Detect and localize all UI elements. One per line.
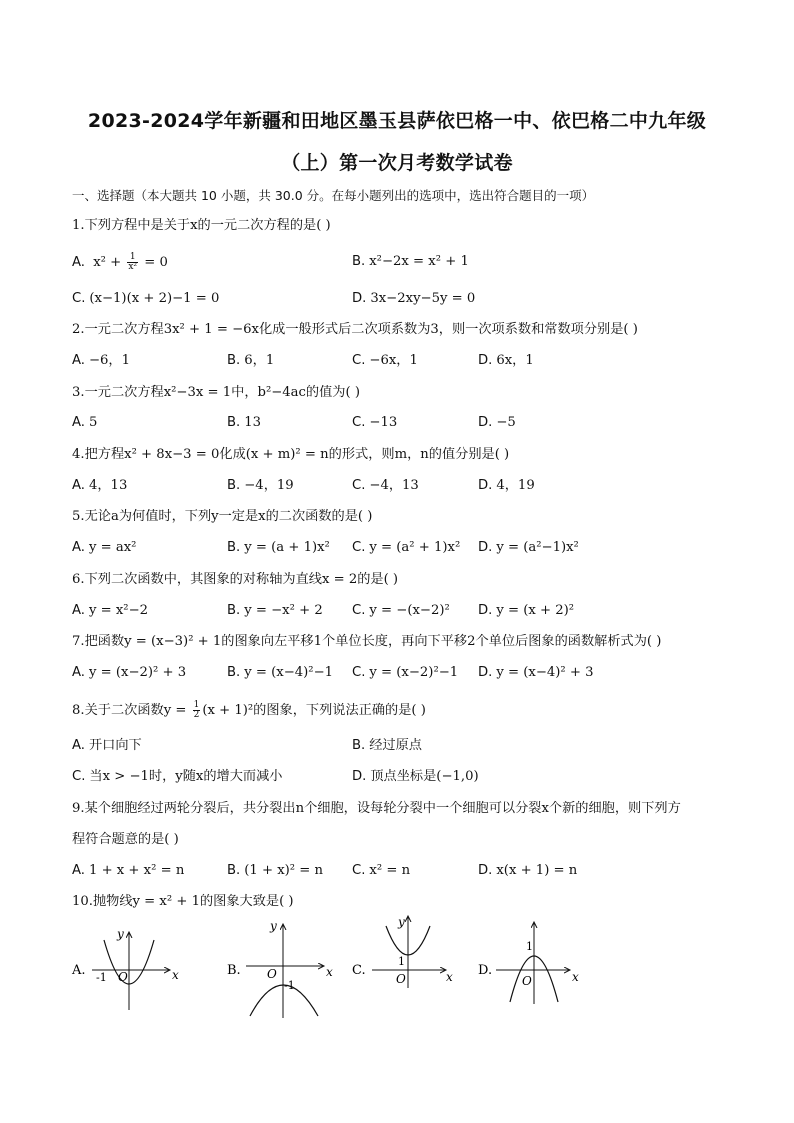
option-text: 经过原点 bbox=[369, 738, 422, 753]
option-label: C. bbox=[72, 291, 86, 306]
question-8-stem bbox=[72, 701, 426, 720]
option-label: C. bbox=[352, 863, 366, 878]
option-text: x² = n bbox=[369, 863, 411, 878]
option-label: D. bbox=[478, 963, 493, 978]
option-text: −6x，1 bbox=[369, 353, 418, 368]
option-text: (x−1)(x + 2)−1 = 0 bbox=[89, 291, 220, 306]
question-1-stem: 1.下列方程中是关于x的一元二次方程的是( ) bbox=[72, 218, 331, 233]
question-9-stem-line2: 程符合题意的是( ) bbox=[72, 832, 179, 847]
option-label: B. bbox=[227, 415, 241, 430]
option-text: 4，19 bbox=[496, 478, 535, 493]
q10-graph-options bbox=[0, 910, 794, 1020]
q6-option-b[interactable] bbox=[227, 602, 323, 620]
option-text: 开口向下 bbox=[88, 738, 142, 753]
option-text: 6，1 bbox=[244, 353, 275, 368]
option-label: D. bbox=[352, 769, 367, 784]
y-axis-label: y bbox=[117, 927, 124, 941]
origin-label: O bbox=[396, 972, 406, 986]
q10-option-c[interactable] bbox=[352, 915, 453, 988]
axis-mark: 1 bbox=[526, 940, 533, 953]
option-label: A. bbox=[72, 963, 86, 978]
x-axis-label: x bbox=[572, 970, 579, 984]
option-text: 6x，1 bbox=[496, 353, 534, 368]
option-text: y = (x−2)² + 3 bbox=[88, 665, 187, 680]
q3-option-d[interactable] bbox=[478, 414, 516, 432]
stem-text: 8.关于二次函数y = bbox=[72, 703, 191, 718]
option-text: 1 + x + x² = n bbox=[88, 863, 185, 878]
q5-option-b[interactable] bbox=[227, 539, 330, 557]
option-label: B. bbox=[227, 963, 241, 978]
fraction-denominator: x² bbox=[128, 262, 138, 272]
axis-mark: -1 bbox=[284, 979, 295, 992]
option-text: x(x + 1) = n bbox=[496, 863, 578, 878]
option-label: C. bbox=[352, 415, 366, 430]
stem-text: (x + 1)²的图象，下列说法正确的是( ) bbox=[202, 703, 426, 718]
q4-option-d[interactable] bbox=[478, 477, 535, 495]
q10-option-b[interactable] bbox=[227, 919, 333, 1018]
option-text: −13 bbox=[369, 415, 398, 430]
q10-option-a[interactable] bbox=[71, 927, 179, 1010]
y-axis-label: y bbox=[270, 919, 277, 933]
option-label: D. bbox=[352, 291, 367, 306]
option-label: D. bbox=[478, 603, 493, 618]
option-label: B. bbox=[227, 540, 241, 555]
q9-option-d[interactable] bbox=[478, 862, 577, 880]
option-text: 5 bbox=[88, 415, 98, 430]
option-text: 3x−2xy−5y = 0 bbox=[370, 291, 476, 306]
y-axis-label: y bbox=[398, 915, 405, 929]
fraction-denominator: 2 bbox=[193, 710, 200, 720]
q8-option-c[interactable] bbox=[72, 768, 282, 786]
q4-option-a[interactable] bbox=[72, 477, 127, 495]
q6-option-a[interactable] bbox=[72, 602, 148, 620]
fraction-numerator: 1 bbox=[193, 700, 200, 710]
option-label: C. bbox=[352, 963, 366, 978]
q5-option-a[interactable] bbox=[72, 539, 136, 557]
q1-option-a[interactable] bbox=[72, 253, 168, 272]
q4-option-b[interactable] bbox=[227, 477, 294, 495]
q10-option-d[interactable] bbox=[478, 922, 579, 1004]
question-7-stem: 7.把函数y = (x−3)² + 1的图象向左平移1个单位长度，再向下平移2个单位后图象的函数解析式为( ) bbox=[72, 634, 662, 649]
q8-option-d[interactable] bbox=[352, 768, 479, 786]
question-6-stem: 6.下列二次函数中，其图象的对称轴为直线x = 2的是( ) bbox=[72, 572, 399, 587]
q4-option-c[interactable] bbox=[352, 477, 419, 495]
option-label: A. bbox=[72, 415, 85, 430]
q3-option-c[interactable] bbox=[352, 414, 397, 432]
q1-option-d[interactable] bbox=[352, 290, 475, 308]
q7-option-d[interactable] bbox=[478, 664, 594, 682]
option-label: D. bbox=[478, 415, 493, 430]
option-text: y = −x² + 2 bbox=[244, 603, 323, 618]
option-label: D. bbox=[478, 353, 493, 368]
option-text: y = (x + 2)² bbox=[496, 603, 575, 618]
q3-option-a[interactable] bbox=[72, 414, 97, 432]
option-label: A. bbox=[72, 738, 85, 753]
section-heading: 一、选择题（本大题共 10 小题，共 30.0 分。在每小题列出的选项中，选出符合题目的一项） bbox=[72, 188, 595, 203]
q3-option-b[interactable] bbox=[227, 414, 261, 432]
option-label: B. bbox=[227, 665, 241, 680]
option-text: y = (a²−1)x² bbox=[496, 540, 579, 555]
option-label: A. bbox=[72, 540, 85, 555]
option-label: D. bbox=[478, 540, 493, 555]
question-9-stem-line1: 9.某个细胞经过两轮分裂后，共分裂出n个细胞，设每轮分裂中一个细胞可以分裂x个新的细胞，则下列方 bbox=[72, 801, 681, 816]
q7-option-b[interactable] bbox=[227, 664, 333, 682]
option-label: D. bbox=[478, 665, 493, 680]
option-label: D. bbox=[478, 863, 493, 878]
q2-option-c[interactable] bbox=[352, 352, 418, 370]
q1-option-b[interactable] bbox=[352, 253, 469, 271]
option-label: A. bbox=[72, 863, 85, 878]
question-3-stem: 3.一元二次方程x²−3x = 1中，b²−4ac的值为( ) bbox=[72, 385, 360, 400]
option-text: y = (x−4)² + 3 bbox=[496, 665, 594, 680]
option-label: C. bbox=[352, 540, 366, 555]
q5-option-d[interactable] bbox=[478, 539, 579, 557]
q2-option-b[interactable] bbox=[227, 352, 274, 370]
axis-mark: 1 bbox=[398, 955, 405, 968]
option-label: C. bbox=[352, 603, 366, 618]
option-text: y = (x−2)²−1 bbox=[369, 665, 459, 680]
option-text: 13 bbox=[244, 415, 262, 430]
origin-label: O bbox=[522, 974, 532, 988]
option-label: C. bbox=[352, 353, 366, 368]
axis-mark: -1 bbox=[96, 971, 107, 984]
option-label: D. bbox=[478, 478, 493, 493]
option-label: A. bbox=[72, 255, 85, 270]
option-text: (1 + x)² = n bbox=[244, 863, 324, 878]
option-text: y = x²−2 bbox=[88, 603, 149, 618]
q9-option-a[interactable] bbox=[72, 862, 184, 880]
q9-option-b[interactable] bbox=[227, 862, 323, 880]
option-label: B. bbox=[227, 478, 241, 493]
option-label: A. bbox=[72, 478, 85, 493]
x-axis-label: x bbox=[326, 965, 333, 979]
exam-title-line1: 2023-2024学年新疆和田地区墨玉县萨依巴格一中、依巴格二中九年级 bbox=[87, 110, 707, 132]
origin-label: O bbox=[118, 970, 128, 984]
fraction bbox=[127, 253, 138, 272]
question-4-stem: 4.把方程x² + 8x−3 = 0化成(x + m)² = n的形式，则m，n的值分别是( ) bbox=[72, 447, 510, 462]
option-label: B. bbox=[352, 254, 366, 269]
x-axis-label: x bbox=[172, 968, 179, 982]
option-text: −5 bbox=[496, 415, 516, 430]
option-text: y = ax² bbox=[88, 540, 137, 555]
option-label: B. bbox=[352, 738, 366, 753]
fraction-numerator: 1 bbox=[127, 253, 138, 263]
option-label: B. bbox=[227, 863, 241, 878]
option-label: B. bbox=[227, 353, 241, 368]
q2-option-d[interactable] bbox=[478, 352, 534, 370]
option-label: A. bbox=[72, 665, 85, 680]
option-label: B. bbox=[227, 603, 241, 618]
option-text: −6，1 bbox=[88, 353, 131, 368]
option-label: C. bbox=[352, 478, 366, 493]
question-10-stem: 10.抛物线y = x² + 1的图象大致是( ) bbox=[72, 894, 294, 909]
option-label: A. bbox=[72, 603, 85, 618]
q2-option-a[interactable] bbox=[72, 352, 130, 370]
q9-option-c[interactable] bbox=[352, 862, 410, 880]
question-5-stem: 5.无论a为何值时，下列y一定是x的二次函数的是( ) bbox=[72, 509, 373, 524]
q7-option-a[interactable] bbox=[72, 664, 186, 682]
option-text: y = (a + 1)x² bbox=[244, 540, 330, 555]
option-text: 4，13 bbox=[88, 478, 128, 493]
fraction bbox=[193, 701, 201, 720]
option-text: y = (a² + 1)x² bbox=[369, 540, 461, 555]
question-2-stem: 2.一元二次方程3x² + 1 = −6x化成一般形式后二次项系数为3，则一次项系数和常数项分别是( ) bbox=[72, 322, 638, 337]
q5-option-c[interactable] bbox=[352, 539, 460, 557]
exam-title-line2: （上）第一次月考数学试卷 bbox=[281, 152, 513, 174]
q8-option-b[interactable] bbox=[352, 737, 422, 755]
option-label: C. bbox=[352, 665, 366, 680]
option-text: = 0 bbox=[140, 255, 168, 270]
option-label: C. bbox=[72, 769, 86, 784]
option-text: −4，19 bbox=[244, 478, 294, 493]
option-text: 顶点坐标是(−1,0) bbox=[370, 769, 479, 784]
option-text: y = (x−4)²−1 bbox=[244, 665, 334, 680]
origin-label: O bbox=[267, 967, 277, 981]
option-text: x²−2x = x² + 1 bbox=[369, 254, 469, 269]
option-text: −4，13 bbox=[369, 478, 419, 493]
q8-option-a[interactable] bbox=[72, 737, 142, 755]
option-text: y = −(x−2)² bbox=[369, 603, 450, 618]
q6-option-c[interactable] bbox=[352, 602, 450, 620]
x-axis-label: x bbox=[446, 970, 453, 984]
option-text: 当x > −1时，y随x的增大而减小 bbox=[89, 769, 283, 784]
q6-option-d[interactable] bbox=[478, 602, 574, 620]
option-text: x² + bbox=[93, 255, 126, 270]
q7-option-c[interactable] bbox=[352, 664, 458, 682]
q1-option-c[interactable] bbox=[72, 290, 219, 308]
option-label: A. bbox=[72, 353, 85, 368]
